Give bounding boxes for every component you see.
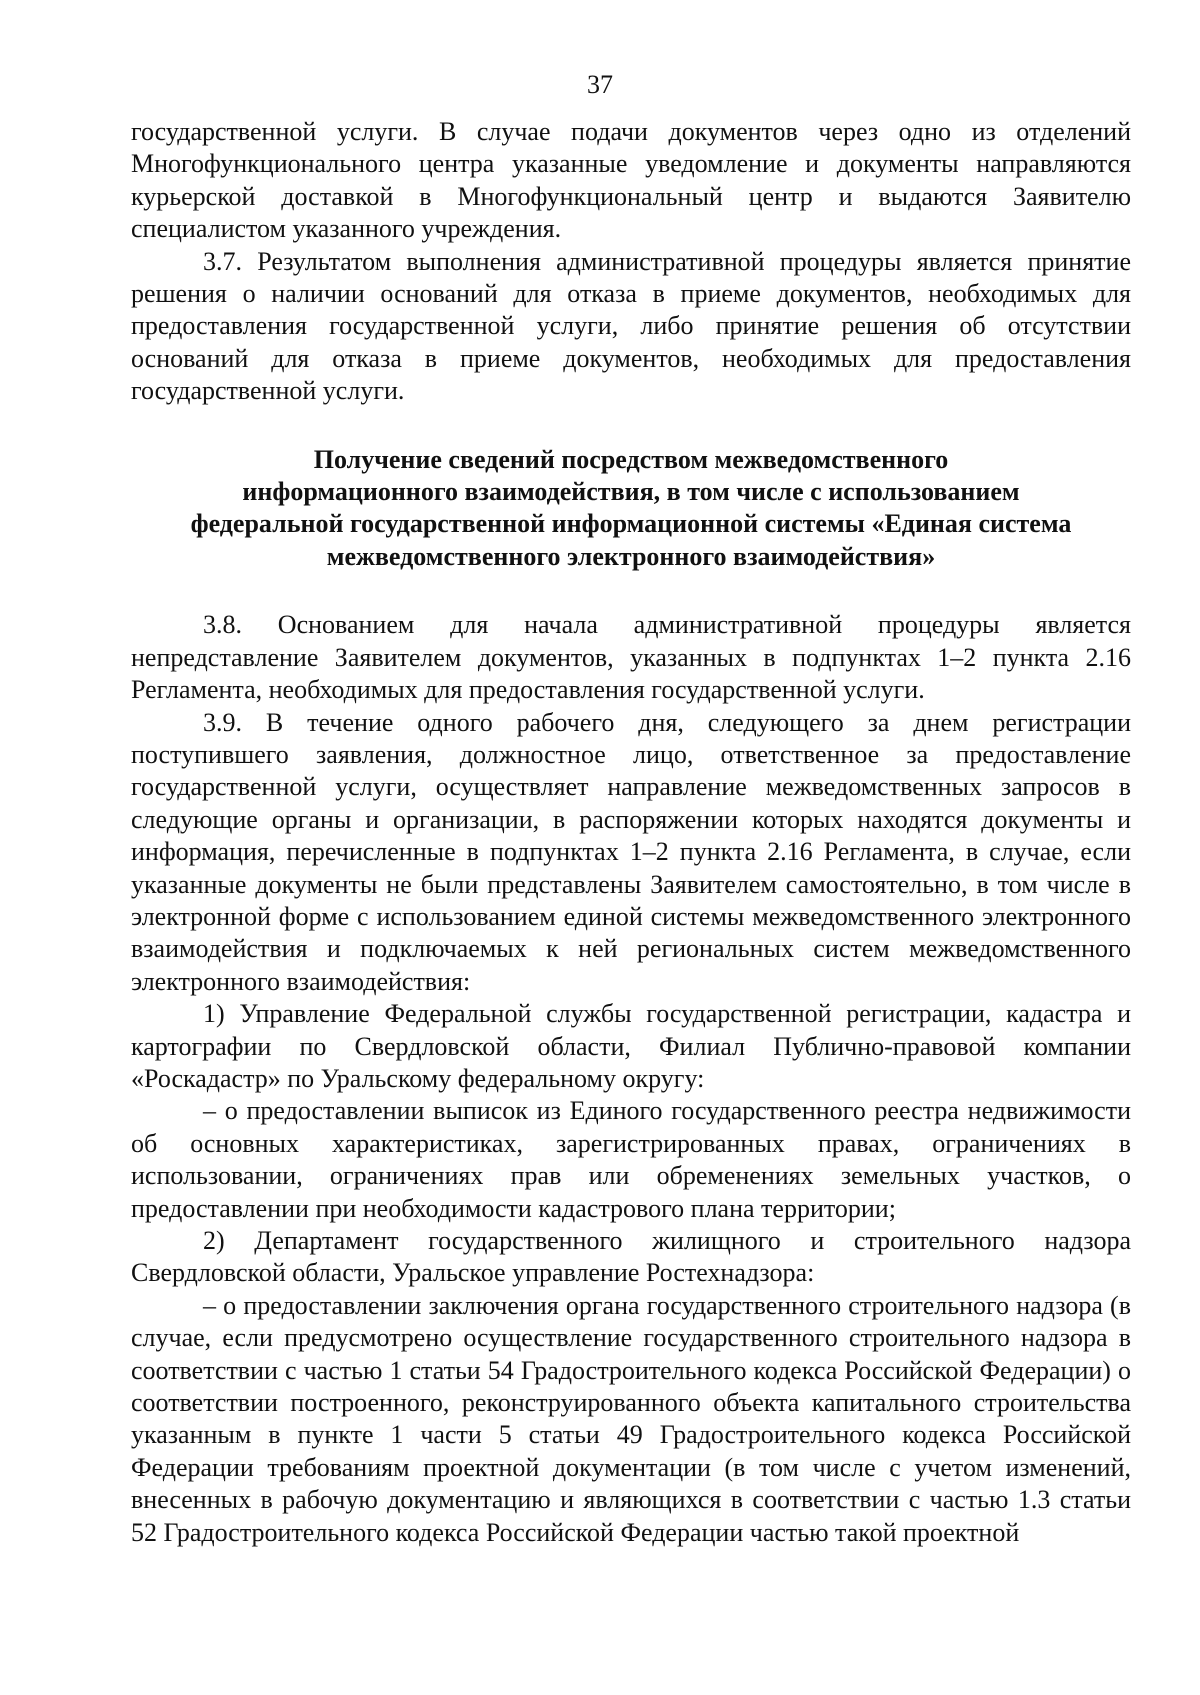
list-item-1: 1) Управление Федеральной службы государственной регистрации, кадастра и картографии по Свердловской области, Филиал Публично-правовой компании «Роскадастр» по Уральскому федеральному округу:	[131, 999, 1131, 1093]
list-item-2-dash: – о предоставлении заключения органа государственного строительного надзора (в случае, если предусмотрено осуществление государственного строительного надзора в соответствии с частью 1 статьи 54 Градостроительного кодекса Российской Федерации) о соответствии построенного, реконструированного объекта капитального строительства указанным в пункте 1 части 5 статьи 49 Градостроительного кодекса Российской Федерации требованиям проектной документации (в том числе с учетом изменений, внесенных в рабочую документацию и являющихся в соответствии с частью 1.3 статьи 52 Градостроительного кодекса Российской Федерации частью такой проектной	[131, 1290, 1131, 1547]
paragraph-continuation: государственной услуги. В случае подачи документов через одно из отделений Многофункционального центра указанные уведомление и документы направляются курьерской доставкой в Многофункциональный центр и выдаются Заявителю специалистом указанного учреждения.	[131, 117, 1131, 244]
document-body	[131, 116, 1131, 1549]
list-item-1-dash: – о предоставлении выписок из Единого государственного реестра недвижимости об основных характеристиках, зарегистрированных правах, ограничениях в использовании, ограничениях прав или обременениях земельных участков, о предоставлении при необходимости кадастрового плана территории;	[131, 1096, 1131, 1223]
paragraph-3-9: 3.9. В течение одного рабочего дня, следующего за днем регистрации поступившего заявления, должностное лицо, ответственное за предоставление государственной услуги, осуществляет направление межведомственных запросов в следующие органы и организации, в распоряжении которых находятся документы и информация, перечисленные в подпунктах 1–2 пункта 2.16 Регламента, в случае, если указанные документы не были представлены Заявителем самостоятельно, в том числе в электронной форме с использованием единой системы межведомственного электронного взаимодействия и подключаемых к ней региональных систем межведомственного электронного взаимодействия:	[131, 707, 1131, 996]
section-heading-line: информационного взаимодействия, в том числе с использованием	[242, 477, 1020, 507]
page-number: 37	[587, 70, 613, 99]
section-heading-line: межведомственного электронного взаимодействия»	[326, 541, 936, 571]
section-heading-line: Получение сведений посредством межведомственного	[313, 444, 949, 474]
paragraph-3-7: 3.7. Результатом выполнения административной процедуры является принятие решения о наличии оснований для отказа в приеме документов, необходимых для предоставления государственной услуги, либо принятие решения об отсутствии оснований для отказа в приеме документов, необходимых для предоставления государственной услуги.	[131, 246, 1131, 406]
section-heading-line: федеральной государственной информационной системы «Единая система	[190, 509, 1072, 539]
paragraph-3-8: 3.8. Основанием для начала административной процедуры является непредставление Заявителем документов, указанных в подпунктах 1–2 пункта 2.16 Регламента, необходимых для предоставления государственной услуги.	[131, 610, 1131, 705]
list-item-2: 2) Департамент государственного жилищного и строительного надзора Свердловской области, Уральское управление Ростехнадзора:	[131, 1226, 1131, 1288]
section-heading	[131, 444, 1131, 574]
